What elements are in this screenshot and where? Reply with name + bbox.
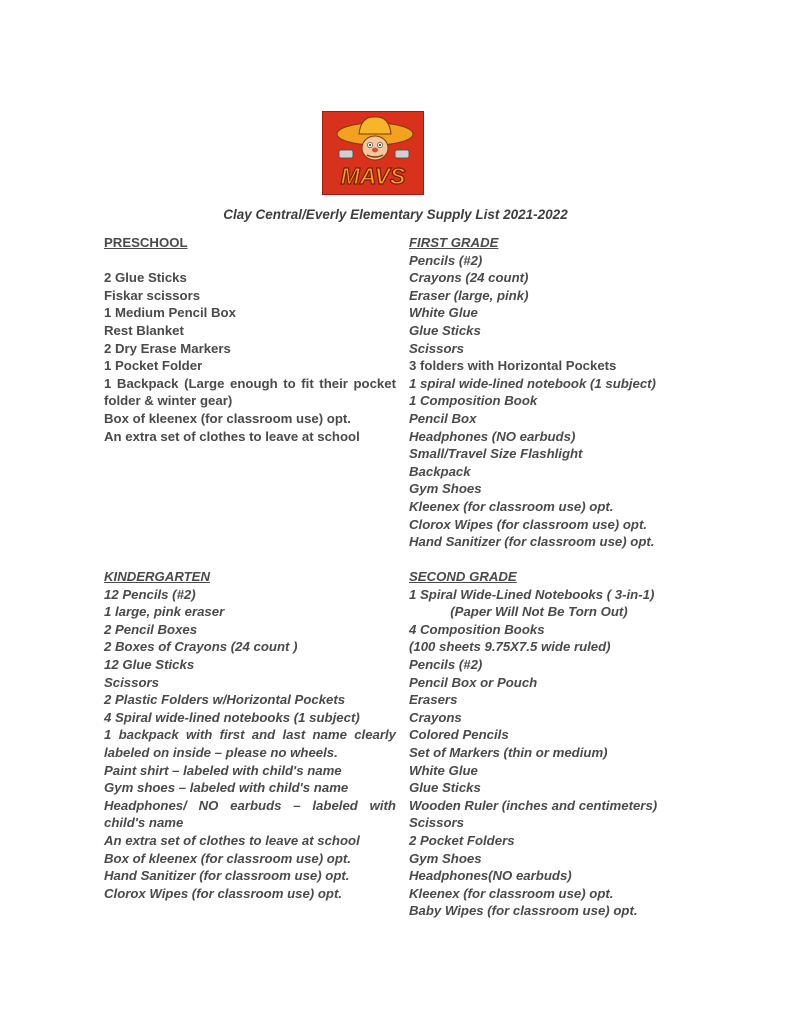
list-item: 2 Pocket Folders [409, 832, 515, 848]
list-item: Small/Travel Size Flashlight [409, 446, 583, 462]
list-item: Box of kleenex (for classroom use) opt. [104, 850, 351, 866]
list-item: 1 Pocket Folder [104, 358, 203, 374]
list-item: 1 Backpack (Large enough to fit their pocket folder & winter gear) [104, 375, 396, 409]
list-item: Eraser (large, pink) [409, 287, 529, 303]
list-item: Headphones(NO earbuds) [409, 868, 572, 884]
kindergarten-heading: KINDERGARTEN [104, 569, 210, 584]
preschool-heading: PRESCHOOL [104, 235, 188, 250]
list-item: 2 Glue Sticks [104, 270, 187, 286]
list-item: 12 Glue Sticks [104, 656, 195, 672]
list-item: (100 sheets 9.75X7.5 wide ruled) [409, 639, 611, 655]
list-item: Glue Sticks [409, 322, 481, 338]
list-item: White Glue [409, 762, 478, 778]
mavs-logo [322, 111, 424, 195]
preschool-section [104, 234, 396, 445]
list-item: Clorox Wipes (for classroom use) opt. [104, 885, 343, 901]
maverick-mascot-icon [323, 112, 423, 194]
list-item: Kleenex (for classroom use) opt. [409, 498, 614, 514]
spacer [104, 252, 396, 270]
list-item: An extra set of clothes to leave at school [104, 832, 360, 848]
list-item: 2 Boxes of Crayons (24 count ) [104, 639, 298, 655]
list-item: Kleenex (for classroom use) opt. [409, 885, 614, 901]
list-item: Gym Shoes [409, 850, 482, 866]
list-item: 1 Spiral Wide-Lined Notebooks ( 3-in-1) [409, 586, 655, 602]
list-item: Box of kleenex (for classroom use) opt. [104, 410, 351, 426]
list-item: 4 Composition Books [409, 621, 545, 637]
list-item: Pencil Box or Pouch [409, 674, 538, 690]
list-item: 1 Medium Pencil Box [104, 305, 236, 321]
list-item: Set of Markers (thin or medium) [409, 744, 608, 760]
list-item: White Glue [409, 305, 478, 321]
list-item: Gym shoes – labeled with child's name [104, 780, 349, 796]
list-item: Erasers [409, 692, 458, 708]
list-item: Crayons (24 count) [409, 270, 529, 286]
list-item: Scissors [409, 340, 464, 356]
list-item: 2 Plastic Folders w/Horizontal Pockets [104, 692, 346, 708]
list-item: 2 Pencil Boxes [104, 621, 198, 637]
list-item: An extra set of clothes to leave at school [104, 428, 360, 444]
list-item: Backpack [409, 463, 471, 479]
list-item: Rest Blanket [104, 322, 184, 338]
list-item: Pencil Box [409, 410, 477, 426]
list-item: Headphones (NO earbuds) [409, 428, 576, 444]
list-item: 2 Dry Erase Markers [104, 340, 231, 356]
list-item: Hand Sanitizer (for classroom use) opt. [104, 868, 350, 884]
list-item: 3 folders with Horizontal Pockets [409, 358, 617, 374]
list-item: Headphones/ NO earbuds – labeled with child's name [104, 797, 396, 831]
first-grade-heading: FIRST GRADE [409, 235, 499, 250]
list-item: Scissors [104, 674, 159, 690]
list-item: Baby Wipes (for classroom use) opt. [409, 903, 638, 919]
second-grade-heading: SECOND GRADE [409, 569, 517, 584]
list-item: Paint shirt – labeled with child's name [104, 762, 342, 778]
list-item: 4 Spiral wide-lined notebooks (1 subject) [104, 709, 360, 725]
list-item: 1 backpack with first and last name clearly labeled on inside – please no wheels. [104, 727, 396, 760]
page-title: Clay Central/Everly Elementary Supply List 2021-2022 [223, 207, 568, 222]
list-item: Pencils (#2) [409, 252, 483, 268]
second-grade-section [409, 568, 689, 920]
list-item: Crayons [409, 709, 462, 725]
list-item: Glue Sticks [409, 780, 481, 796]
list-item: Wooden Ruler (inches and centimeters) [409, 797, 658, 813]
list-item: 1 large, pink eraser [104, 604, 225, 620]
list-item: Pencils (#2) [409, 656, 483, 672]
list-item: (Paper Will Not Be Torn Out) [450, 604, 628, 620]
list-item: Clorox Wipes (for classroom use) opt. [409, 516, 648, 532]
list-item: 1 Composition Book [409, 393, 538, 409]
list-item: Scissors [409, 815, 464, 831]
list-item: Hand Sanitizer (for classroom use) opt. [409, 534, 655, 550]
first-grade-section [409, 234, 689, 551]
list-item: Gym Shoes [409, 481, 482, 497]
list-item: Colored Pencils [409, 727, 509, 743]
kindergarten-section [104, 568, 396, 902]
svg-text:MAVS: MAVS [340, 163, 406, 189]
list-item: 12 Pencils (#2) [104, 586, 196, 602]
list-item: Fiskar scissors [104, 287, 201, 303]
list-item: 1 spiral wide-lined notebook (1 subject) [409, 375, 656, 391]
